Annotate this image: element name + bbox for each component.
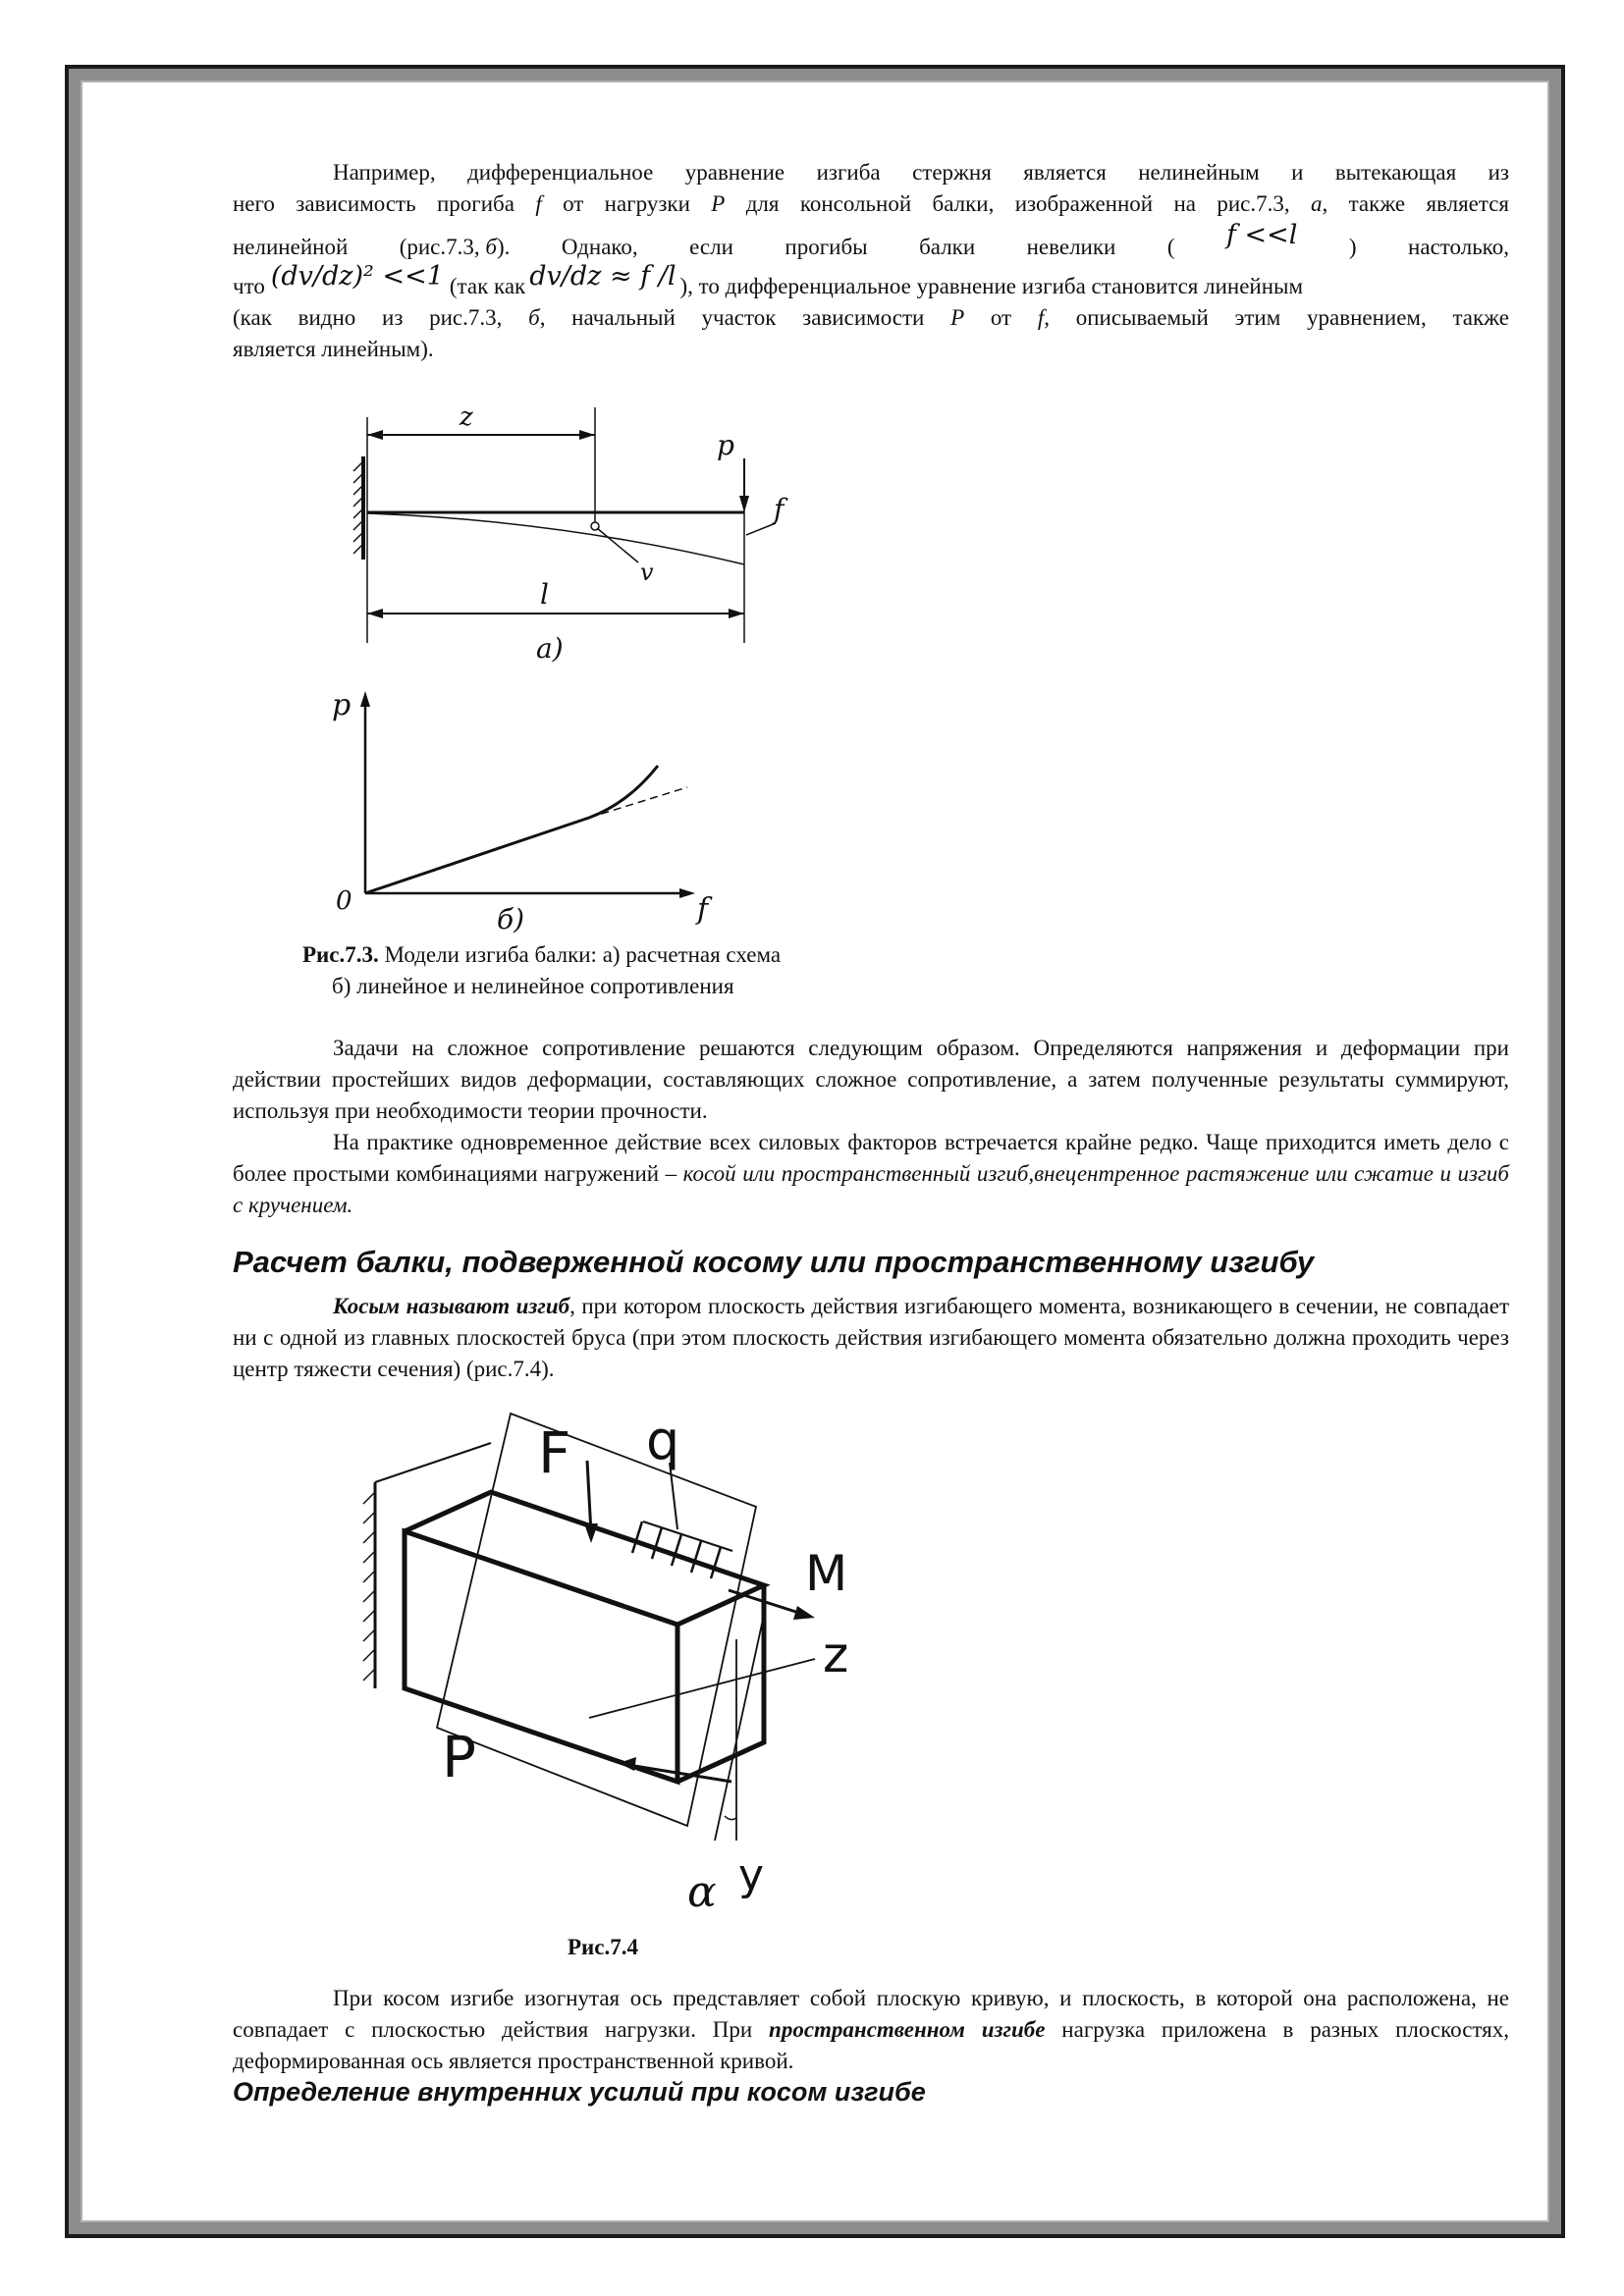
label-l: l: [540, 578, 549, 611]
leader-v: [597, 528, 638, 562]
axis-z: [589, 1659, 815, 1718]
figure-7-3-beam-scheme: [344, 398, 815, 677]
heading-internal-forces: Определение внутренних усилий при косом изгибе: [233, 2077, 926, 2107]
paragraph-oblique-definition: [233, 1291, 1509, 1385]
intro-line-1: Например, дифференциальное уравнение изгиба стержня является нелинейным и вытекающая из: [333, 160, 1509, 185]
label-M: M: [805, 1545, 848, 1602]
label-q: q: [646, 1410, 680, 1471]
label-origin: 0: [336, 886, 352, 916]
q-arrows: [632, 1522, 721, 1578]
label-alpha: α: [687, 1867, 717, 1917]
paragraph-complex-resistance: [233, 1033, 1509, 1221]
label-y: y: [738, 1850, 765, 1900]
linear-asymptote: [589, 787, 687, 818]
paragraph-5: При косом изгибе изогнутая ось представляет собой плоскую кривую, и плоскость, в которой она расположена, не совпадает с плоскостью действия нагрузки. При пространственном изгибе нагрузка приложена в разных плоскостях, деформированная ось является пространственной кривой.: [233, 1986, 1510, 2073]
q-stem: [670, 1463, 677, 1529]
intro-line-2: него зависимость прогиба f от нагрузки P для консольной балки, изображенной на рис.7.3, а, также является: [233, 191, 1510, 216]
intro-line-3: нелинейной (рис.7.3, б). Однако, если прогибы балки невелики ( f <<l ) настолько,: [233, 220, 1509, 259]
deflected-axis: [367, 513, 744, 564]
formula-f-much-less-l: f <<l: [1225, 220, 1298, 250]
label-P: P: [442, 1724, 476, 1790]
formula-dvdz-approx: dv/dz ≈ f /l: [529, 261, 677, 292]
label-v: v: [640, 559, 654, 586]
figure-7-3-load-deflection: [324, 677, 736, 937]
intro-line-5: (как видно из рис.7.3, б, начальный участок зависимости P от f, описываемый этим уравнением, также: [233, 305, 1509, 330]
nonlinear-curve: [365, 766, 658, 893]
beam-top-edge: [405, 1492, 764, 1625]
formula-dvdz-squared: (dv/dz)² <<1: [270, 261, 444, 292]
force-F-arrow: [587, 1461, 591, 1533]
label-f-axis: f: [697, 892, 709, 927]
heading-oblique-bending: Расчет балки, подверженной косому или пространственному изгибу: [233, 1245, 1315, 1279]
caption-7-3-line-1: Рис.7.3. Модели изгиба балки: а) расчетная схема: [302, 942, 782, 967]
intro-line-4: что (dv/dz)² <<1 (так как dv/dz ≈ f /l ), то дифференциальное уравнение изгиба становится линейным: [233, 261, 1304, 298]
paragraph-intro: [233, 157, 1509, 365]
figure-7-4-oblique-bending: [344, 1394, 893, 1924]
paragraph-4: Косым называют изгиб, при котором плоскость действия изгибающего момента, возникающего в сечении, не совпадает ни с одной из главных плоскостей бруса (при этом плоскость действия изгибающего момента обязательно должна проходить через центр тяжести сечения) (рис.7.4).: [233, 1294, 1509, 1381]
label-z: z: [460, 402, 473, 432]
label-z: z: [823, 1627, 849, 1683]
paragraph-2: Задачи на сложное сопротивление решаются следующим образом. Определяются напряжения и деформации при действии простейших видов деформации, составляющих сложное сопротивление, а затем полученные результаты суммируют, используя при необходимости теории прочности.: [233, 1036, 1509, 1123]
label-p-top: p: [717, 429, 734, 461]
leader-f: [746, 523, 776, 535]
label-F: F: [538, 1419, 571, 1486]
force-line: [715, 1615, 764, 1841]
caption-7-3-line-2: б) линейное и нелинейное сопротивления: [332, 974, 734, 998]
moment-M-arrow: [729, 1590, 805, 1615]
intro-line-6: является линейным).: [233, 337, 434, 361]
paragraph-3: На практике одновременное действие всех силовых факторов встречается крайне редко. Чаще приходится иметь дело с более простыми комбинациями нагружений – косой или пространственный изгиб,внецентренное растяжение или сжатие и изгиб с кручением.: [233, 1130, 1510, 1217]
wall-hatching: [363, 1492, 375, 1681]
load-plane: [437, 1414, 756, 1826]
label-p-axis: p: [332, 688, 352, 722]
caption-7-3: [302, 939, 781, 1002]
caption-7-4: Рис.7.4: [568, 1935, 639, 1959]
label-sub-a: а): [536, 632, 564, 665]
label-sub-b: б): [497, 903, 525, 935]
label-f-right: f: [774, 493, 785, 525]
wall-top: [375, 1443, 491, 1482]
paragraph-oblique-spatial: [233, 1983, 1509, 2077]
angle-arc: [725, 1816, 736, 1820]
